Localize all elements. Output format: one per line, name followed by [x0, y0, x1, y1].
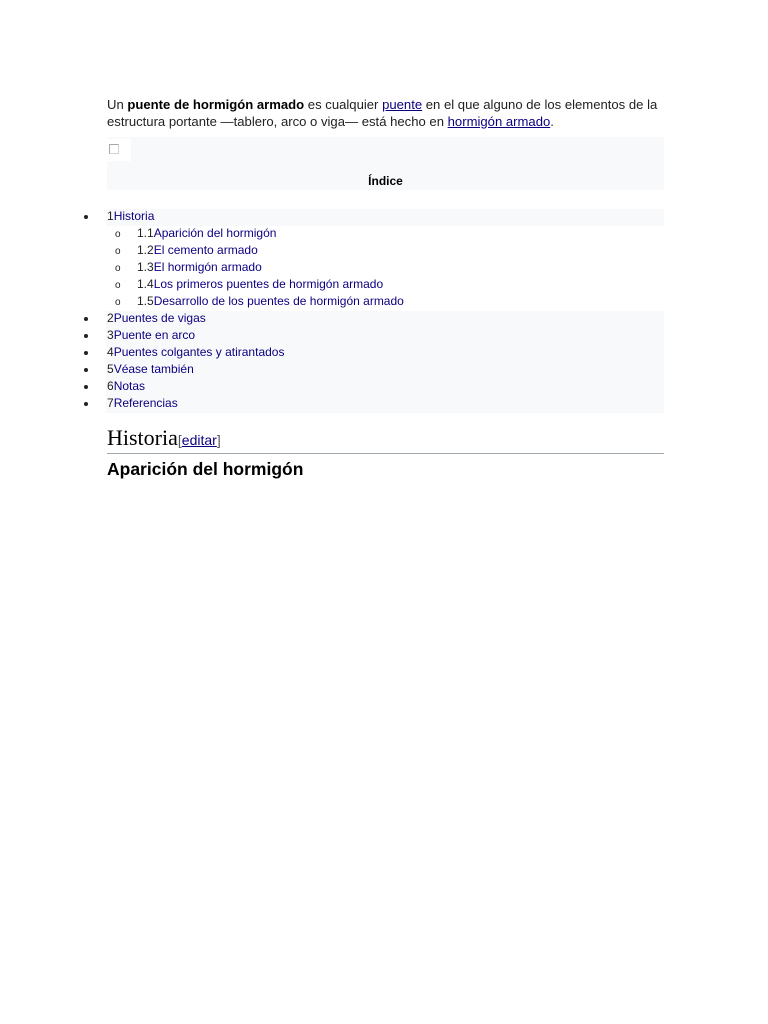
toc-title: Índice	[368, 174, 403, 188]
intro-text-1: Un	[107, 97, 128, 112]
toc-item[interactable]	[0, 209, 664, 226]
article-body	[107, 97, 664, 190]
toc-item-text	[107, 396, 178, 411]
toc-item-number: 4	[107, 345, 114, 359]
toc-item-text	[107, 209, 154, 224]
toc-item[interactable]	[0, 294, 664, 311]
bullet-circle-icon: o	[115, 246, 121, 257]
toc-item[interactable]	[0, 396, 664, 413]
toc-item-text	[107, 311, 206, 326]
toc-item-link[interactable]: Historia	[113, 209, 155, 223]
toc-item[interactable]	[0, 345, 664, 362]
toc-toggle-checkbox[interactable]	[107, 139, 131, 161]
toc-item-number: 5	[107, 362, 114, 376]
toc-item-link[interactable]: Puente en arco	[113, 328, 196, 342]
bullet-circle-icon: o	[115, 280, 121, 291]
toc-item-number: 3	[107, 328, 114, 342]
bullet-circle-icon: o	[115, 297, 121, 308]
toc-item-text	[107, 379, 145, 394]
intro-paragraph	[107, 97, 664, 130]
toc-item-link[interactable]: Aparición del hormigón	[153, 226, 277, 240]
toc-item-link[interactable]: Puentes de vigas	[113, 311, 206, 325]
link-puente[interactable]: puente	[382, 97, 423, 112]
toc-item-number: 1.5	[137, 294, 154, 308]
toc-item[interactable]	[0, 311, 664, 328]
toc-item[interactable]	[0, 277, 664, 294]
toc-item-text	[137, 260, 262, 275]
toc-item[interactable]	[0, 328, 664, 345]
checkbox-icon	[109, 144, 119, 154]
toc-item-number: 1.2	[137, 243, 154, 257]
toc-item-number: 1	[107, 209, 114, 223]
toc-item-text	[137, 226, 276, 241]
toc-item[interactable]	[0, 379, 664, 396]
bullet-disc-icon	[84, 334, 88, 338]
toc-item-text	[107, 345, 284, 360]
toc-item-text	[107, 328, 195, 343]
intro-text-3: en el que alguno de los elementos de la estructura portante —tablero, arco o viga— está hecho en	[107, 97, 658, 129]
bullet-disc-icon	[84, 385, 88, 389]
toc-item-link[interactable]: Referencias	[113, 396, 178, 410]
subsection-title: Aparición del hormigón	[107, 459, 304, 479]
toc-item-text	[137, 277, 383, 292]
toc-item[interactable]	[0, 226, 664, 243]
toc-row-background	[106, 396, 664, 413]
toc-item-link[interactable]: Desarrollo de los puentes de hormigón armado	[153, 294, 404, 308]
toc-item[interactable]	[0, 260, 664, 277]
intro-bold-term: puente de hormigón armado	[127, 97, 305, 112]
toc-header	[107, 137, 664, 190]
toc-item[interactable]	[0, 243, 664, 260]
toc-item-link[interactable]: Notas	[113, 379, 146, 393]
toc-list	[0, 209, 664, 413]
toc-item-text	[107, 362, 194, 377]
edit-bracket-open: [	[177, 432, 182, 448]
bullet-disc-icon	[84, 402, 88, 406]
bullet-disc-icon	[84, 317, 88, 321]
bullet-disc-icon	[84, 215, 88, 219]
toc-item-number: 1.4	[137, 277, 154, 291]
toc-item-number: 7	[107, 396, 114, 410]
section-heading	[107, 425, 664, 454]
toc-item-link[interactable]: El cemento armado	[153, 243, 258, 257]
toc-item-text	[137, 294, 404, 309]
bullet-disc-icon	[84, 368, 88, 372]
section-edit	[178, 432, 221, 448]
toc-item-link[interactable]: Los primeros puentes de hormigón armado	[153, 277, 384, 291]
link-hormigon-armado[interactable]: hormigón armado	[447, 113, 551, 129]
toc-item-link[interactable]: Puentes colgantes y atirantados	[113, 345, 285, 359]
bullet-circle-icon: o	[115, 229, 121, 240]
toc-item-text	[137, 243, 258, 258]
toc-item-number: 1.1	[137, 226, 154, 240]
edit-bracket-close: ]	[216, 432, 221, 448]
toc-row-background	[106, 209, 664, 226]
intro-text-4: .	[550, 113, 554, 129]
toc-item-number: 6	[107, 379, 114, 393]
toc-item-link[interactable]: Véase también	[113, 362, 194, 376]
intro-text-2: es cualquier	[304, 97, 383, 112]
toc-item-link[interactable]: El hormigón armado	[153, 260, 262, 274]
section-title: Historia	[107, 425, 178, 450]
toc-item-number: 2	[107, 311, 114, 325]
bullet-circle-icon: o	[115, 263, 121, 274]
toc-row-background	[106, 379, 664, 396]
toc-item[interactable]	[0, 362, 664, 379]
edit-link[interactable]: editar	[181, 432, 217, 448]
bullet-disc-icon	[84, 351, 88, 355]
toc-item-number: 1.3	[137, 260, 154, 274]
